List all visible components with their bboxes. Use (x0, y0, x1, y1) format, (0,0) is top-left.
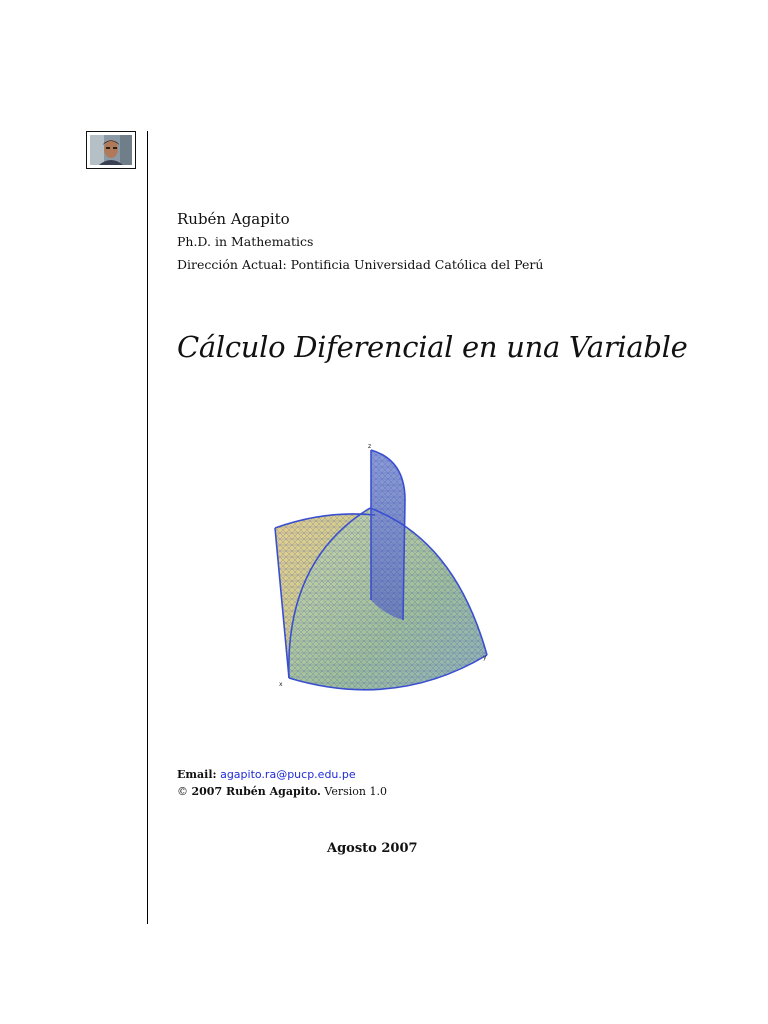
margin-rule (147, 131, 148, 924)
author-address: Dirección Actual: Pontificia Universidad Católica del Perú (177, 257, 544, 272)
axis-label-z: z (368, 443, 372, 450)
copyright-symbol: © (177, 785, 188, 798)
publication-date: Agosto 2007 (327, 841, 418, 856)
email-link[interactable]: agapito.ra@pucp.edu.pe (220, 768, 356, 781)
cover-figure-3d-surface (265, 440, 505, 700)
copyright-holder: 2007 Rubén Agapito. (191, 785, 321, 798)
email-line (177, 768, 356, 781)
author-photo (86, 131, 136, 169)
axis-label-x: x (279, 681, 283, 688)
book-title: Cálculo Diferencial en una Variable (177, 330, 688, 364)
author-degree: Ph.D. in Mathematics (177, 234, 314, 249)
author-name: Rubén Agapito (177, 210, 290, 228)
version-text: Version 1.0 (324, 785, 387, 798)
email-label: Email: (177, 768, 217, 781)
copyright-line (177, 785, 387, 798)
axis-label-y: y (483, 654, 487, 661)
author-portrait-image (90, 135, 132, 165)
